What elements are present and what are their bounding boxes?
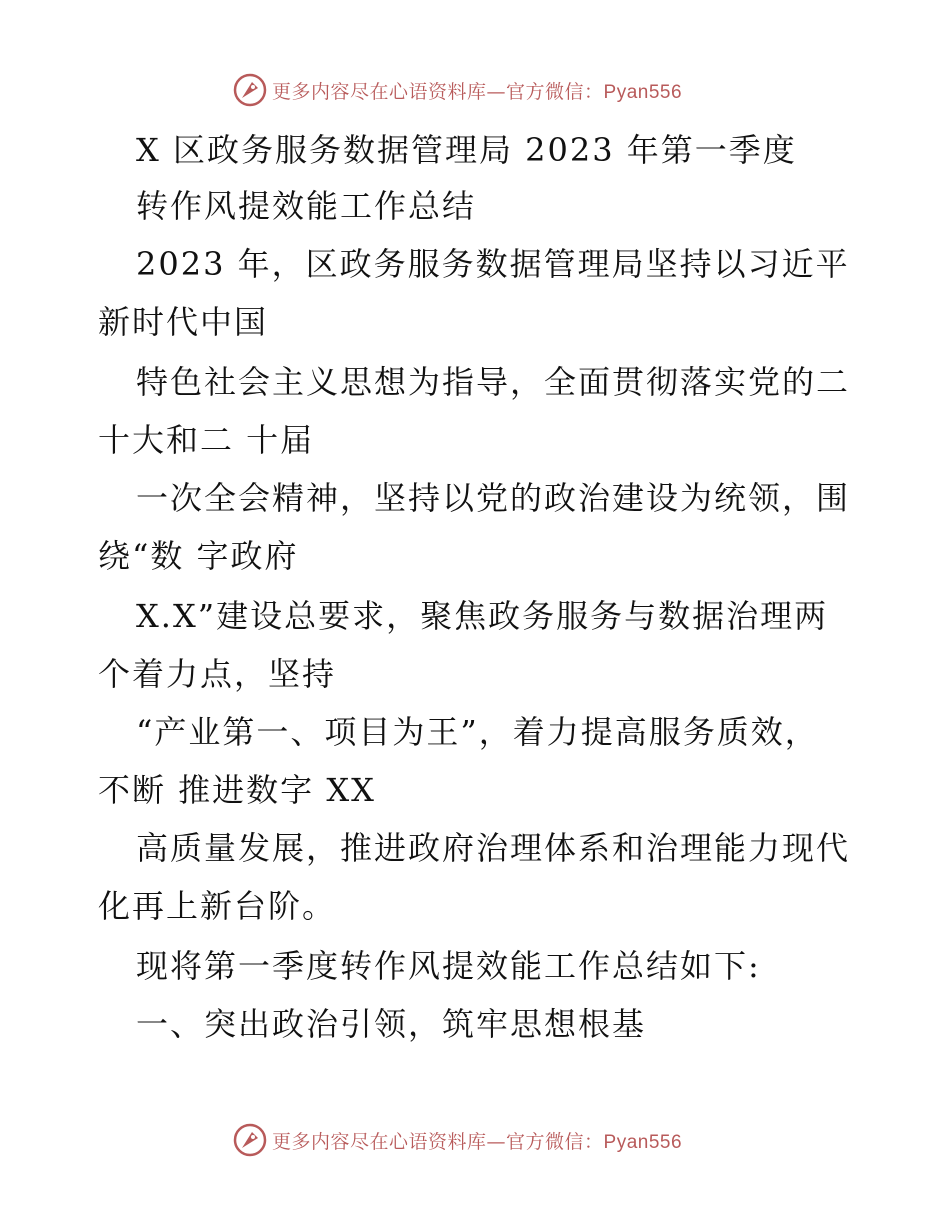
doc-paragraph-line: 2023 年，区政务服务数据管理局坚持以习近平	[136, 245, 850, 283]
doc-paragraph-line: X.X”建设总要求，聚焦政务服务与数据治理两	[136, 597, 829, 635]
watermark-text: 更多内容尽在心语资料库—官方微信：Pyan556	[272, 80, 683, 103]
doc-paragraph-line: 个着力点，坚持	[98, 655, 337, 693]
watermark-text: 更多内容尽在心语资料库—官方微信：Pyan556	[272, 1130, 683, 1153]
doc-paragraph-line: 不断 推进数字 XX	[98, 771, 376, 809]
doc-title-line-1: X 区政务服务数据管理局 2023 年第一季度	[136, 131, 797, 169]
doc-title-line-2: 转作风提效能工作总结	[136, 187, 477, 225]
doc-paragraph-line: “产业第一、项目为王”，着力提高服务质效，	[136, 713, 819, 751]
watermark-banner-top	[232, 70, 752, 110]
doc-paragraph-line: 十大和二 十届	[98, 421, 315, 459]
pen-nib-logo-icon	[232, 72, 268, 108]
doc-paragraph-line: 高质量发展，推进政府治理体系和治理能力现代	[136, 829, 851, 867]
watermark-banner-bottom	[232, 1120, 752, 1160]
doc-paragraph-line: 新时代中国	[98, 303, 269, 341]
doc-section-heading: 一、突出政治引领，筑牢思想根基	[136, 1005, 647, 1043]
doc-paragraph-line: 现将第一季度转作风提效能工作总结如下:	[136, 947, 761, 985]
pen-nib-logo-icon	[232, 1122, 268, 1158]
doc-paragraph-line: 绕“数 字政府	[98, 537, 299, 575]
doc-paragraph-line: 一次全会精神，坚持以党的政治建设为统领，围	[136, 479, 851, 517]
doc-paragraph-line: 特色社会主义思想为指导，全面贯彻落实党的二	[136, 363, 851, 401]
doc-paragraph-line: 化再上新台阶。	[98, 887, 337, 925]
